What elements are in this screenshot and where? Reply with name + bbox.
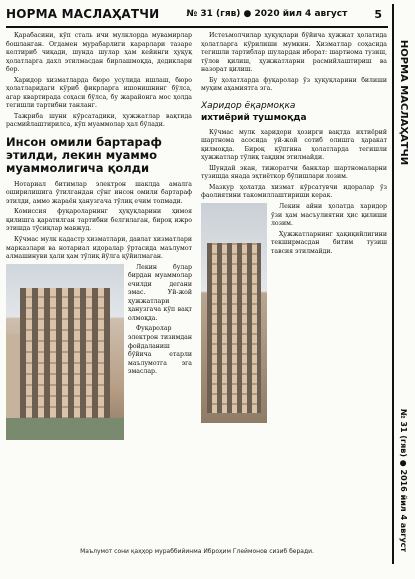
right-subhead-line-1: Харидор ёқармоқка bbox=[201, 100, 296, 111]
narrow-paragraph-1: Лекин булар бирдан муаммолар ечилди дегани эмас. Уй-жой ҳужжатлари ҳанузгача кўп вақт олмоқда. bbox=[128, 263, 192, 322]
left-article-paragraph-2: Комиссия фуқароларнинг ҳуқуқларини ҳимоя қилишга қаратилган тартибни белгилаган, бироқ ижро этишда тўсиқлар мавжуд. bbox=[6, 208, 192, 233]
page-header bbox=[6, 4, 388, 24]
right-article-paragraph-3: Мазкур ҳолатда хизмат кўрсатувчи идоралар ўз фаолиятини такомиллаштириши керак. bbox=[201, 183, 387, 200]
building-photo-right bbox=[201, 203, 267, 423]
right-column bbox=[201, 32, 387, 423]
left-article-paragraph-1: Нотариал битимлар электрон шаклда амалга оширилишига ўтилгандан сўнг инсон омили бартараф этилди, аммо жараён ҳанузгача тўлиқ ечим топмади. bbox=[6, 180, 192, 205]
left-intro-paragraph-3: Тажриба шуни кўрсатадики, ҳужжатлар вақтида расмийлаштирилса, кўп муаммолар ҳал бўлади. bbox=[6, 112, 192, 129]
apartment-building-photo bbox=[6, 264, 124, 440]
right-article-paragraph-2: Шундай экан, тижоратчи банклар шартномаларни тузишда янада эҳтиёткор бўлишлари лозим. bbox=[201, 164, 387, 181]
left-column bbox=[6, 32, 192, 440]
left-article-paragraph-3: Кўчмас мулк кадастр хизматлари, давлат хизматлари марказлари ва нотариал идоралар ўртасида маълумот алмашинуви ҳали ҳам тўлиқ йўлга қўйилмаган. bbox=[6, 235, 192, 261]
photo-ground bbox=[6, 418, 124, 440]
photo-right-building bbox=[207, 243, 261, 413]
left-article-title: Инсон омили бартараф этилди, лекин муаммо муаммолигича қолди bbox=[6, 135, 162, 176]
side-divider bbox=[392, 4, 394, 564]
photo-main-building bbox=[20, 288, 110, 428]
narrow-text-column bbox=[128, 264, 192, 440]
right-wrap-paragraph-2: Ҳужжатларнинг ҳақиқийлигини текширмасдан битим тузиш тавсия этилмайди. bbox=[271, 230, 387, 255]
right-subhead-line-2: ихтиёрий тушмоқда bbox=[201, 113, 307, 124]
photo-row bbox=[6, 264, 192, 440]
side-title-top: НОРМА МАСЛАҲАТЧИ bbox=[398, 39, 410, 165]
side-title-bottom: № 31 (гяв) ● 2016 йил 4 август bbox=[399, 408, 409, 552]
issue-info: № 31 (гяв) ● 2020 йил 4 август bbox=[186, 9, 348, 19]
right-article-paragraph-1: Кўчмас мулк харидори ҳозирги вақтда ихтиёрий шартнома асосида уй-жой сотиб олишга ҳаракат қилмоқда. Бироқ кўпгина ҳолатларда тегишли ҳужжатлар тўлиқ тақдим этилмайди. bbox=[201, 128, 387, 162]
photo-caption: Маълумот сони қаҳҳор мураббийинма Иброҳим Глеймонов сизиб беради. bbox=[80, 548, 314, 555]
right-wrap-row bbox=[201, 203, 387, 423]
right-intro-paragraph-2: Бу ҳолатларда фуқаролар ўз ҳуқуқларини билиши муҳим аҳамиятга эга. bbox=[201, 76, 387, 93]
left-intro-paragraph-2: Харидор хизматларда бюро усулида ишлаш, бюро ҳолатларидаги кўриб фикрларга ишонишнинг бўлса, агар квартирада соҳаси бўлса, бу жарайонга мос ҳолда тегишли тартибни танланг. bbox=[6, 76, 192, 110]
narrow-paragraph-2: Фуқаролар электрон тизимдан фойдаланиш бўйича етарли маълумотга эга эмаслар. bbox=[128, 325, 192, 376]
left-intro-paragraph-1: Қарабасини, кўп сталь ичи мулклорда мувамирлар бошланган. Огдамен мурабарлиги карарлари тазаре келтириб чиқади, шунда шулар ҳам кейинги ҳуқуқ ҳолатларга дахл этилмасдан бирлашмоқда, дедиклари бор. bbox=[6, 32, 192, 74]
right-intro-paragraph-1: Истеъмолчилар ҳуқуқлари бўйича ҳужжат ҳолатида ҳолатларга кўрилиши мумкин. Хизматлар соҳасида тегишли тартиблар шулардан иборат: шартнома тузиш, тўлов қилиш, ҳужжатларни расмийлаштириш ва назорат қилиш. bbox=[201, 32, 387, 74]
header-divider bbox=[6, 26, 388, 28]
newspaper-name: НОРМА МАСЛАҲАТЧИ bbox=[6, 7, 160, 21]
right-wrap-text bbox=[271, 203, 387, 423]
right-wrap-paragraph-1: Лекин айни ҳолатда харидор ўзи ҳам масъулиятни ҳис қилиши лозим. bbox=[271, 203, 387, 228]
page-number: 5 bbox=[374, 7, 382, 21]
